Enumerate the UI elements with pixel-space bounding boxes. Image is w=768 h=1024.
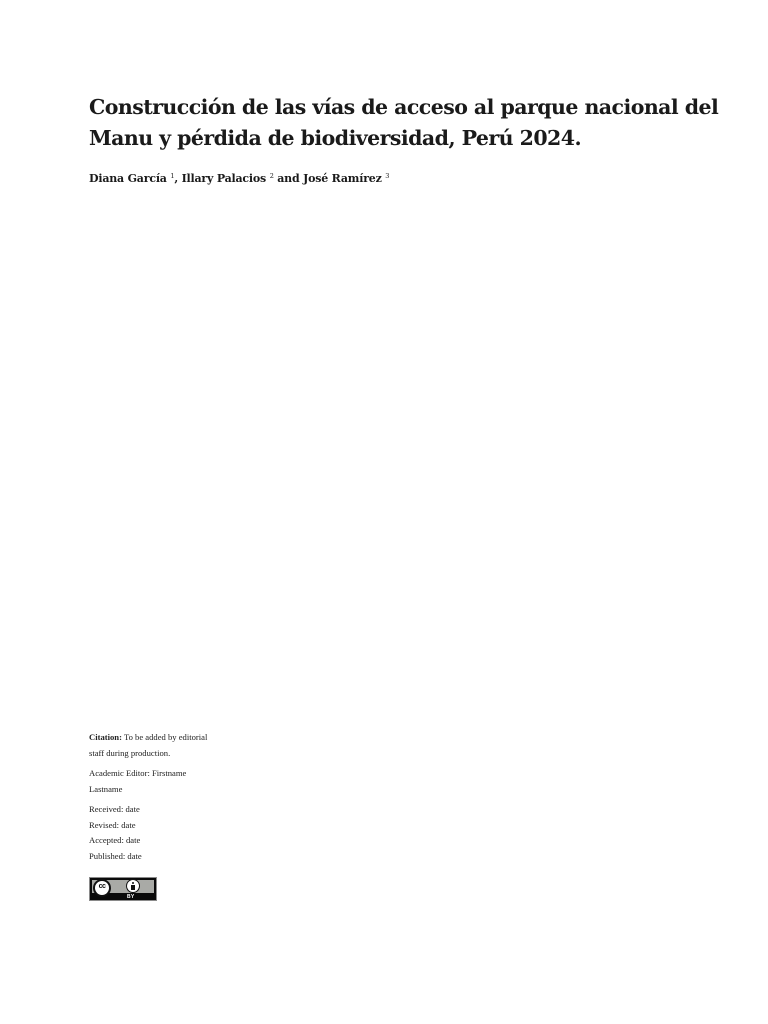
academic-editor-block [89,766,239,797]
author-affiliation-2: 2 [269,172,274,180]
author-name-2: Illary Palacios [181,172,267,185]
author-separator-1: , [174,172,182,185]
author-affiliation-1: 1 [170,172,175,180]
published-date: Published: date [89,850,142,861]
author-list [89,171,389,186]
paper-title [89,92,719,154]
creative-commons-icon [93,879,111,897]
citation-label: Citation: [89,732,122,742]
academic-editor-line-1: Academic Editor: Firstname [89,768,187,778]
academic-editor-line-2: Lastname [89,783,123,794]
article-info-sidebar [89,730,239,869]
cc-icon-text: cc [98,883,106,890]
citation-text-2: staff during production. [89,747,171,758]
received-date: Received: date [89,804,140,814]
dates-block [89,802,239,864]
author-separator-2: and [273,172,304,185]
title-line-1: Construcción de las vías de acceso al parque nacional del [89,95,719,119]
cc-by-license-badge[interactable] [89,877,157,901]
attribution-icon [126,879,140,893]
author-affiliation-3: 3 [385,172,390,180]
author-name-3: José Ramírez [303,172,382,185]
accepted-date: Accepted: date [89,835,141,845]
revised-date: Revised: date [89,819,136,830]
citation-line-1 [89,730,239,746]
citation-block [89,730,239,761]
author-name-1: Diana García [89,172,167,185]
by-label: BY [127,893,135,900]
citation-text-1: To be added by editorial [123,732,208,742]
person-body-shape [131,885,135,890]
title-line-2: Manu y pérdida de biodiversidad, Perú 2024. [89,126,582,150]
